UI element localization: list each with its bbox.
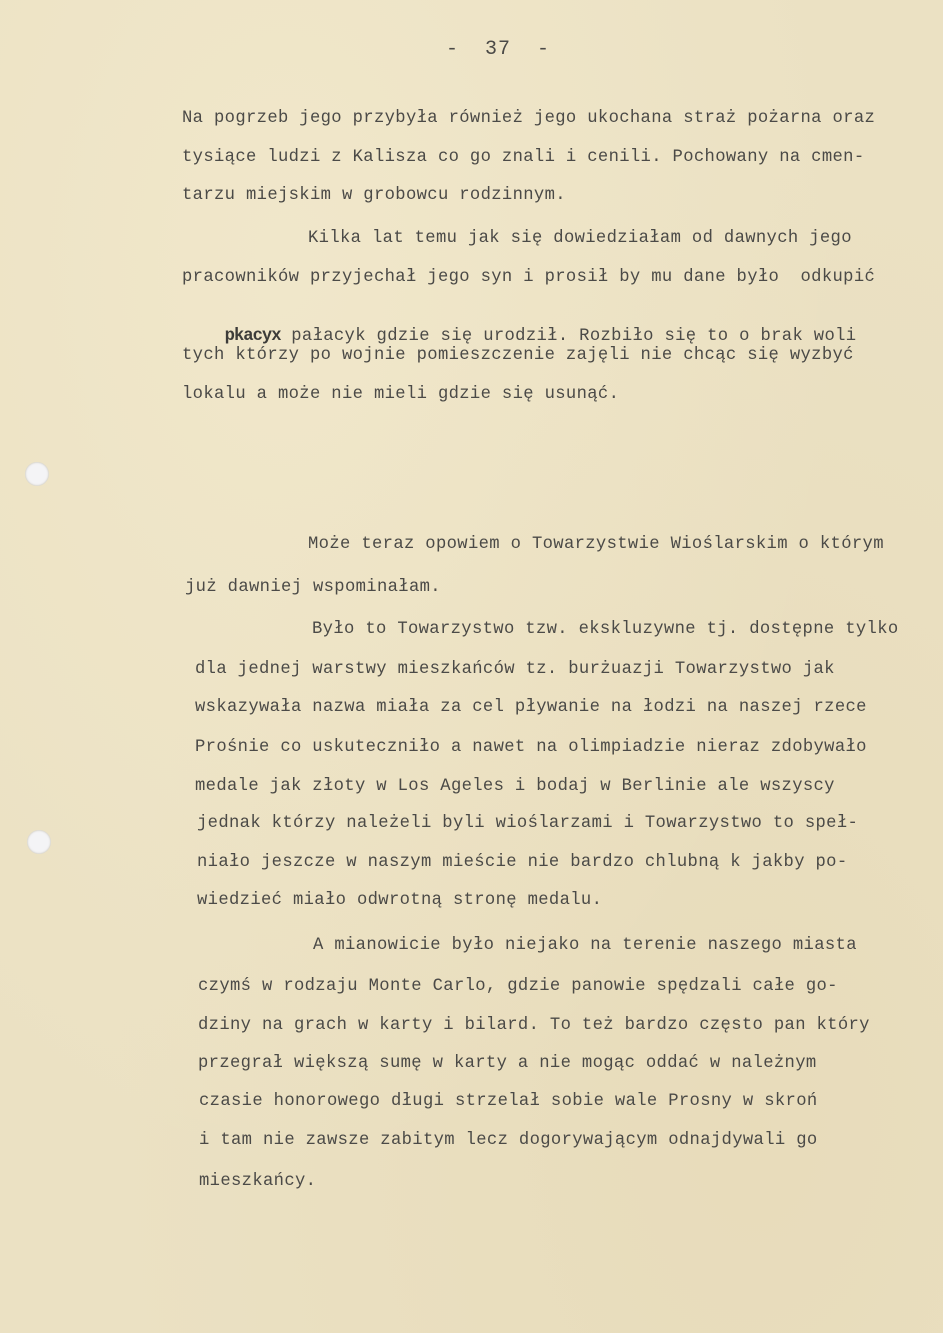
- text-line: czymś w rodzaju Monte Carlo, gdzie panowie spędzali całe go-: [198, 977, 838, 996]
- text-line: już dawniej wspominałam.: [185, 578, 441, 597]
- text-line: jednak którzy należeli byli wioślarzami i Towarzystwo to speł-: [197, 814, 859, 833]
- text-line: lokalu a może nie mieli gdzie się usunąć.: [182, 385, 620, 404]
- text-line: przegrał większą sumę w karty a nie mogąc oddać w należnym: [198, 1054, 817, 1073]
- text-line: pracowników przyjechał jego syn i prosił by mu dane było odkupić: [182, 268, 876, 287]
- text-line: Może teraz opowiem o Towarzystwie Wioślarskim o którym: [308, 535, 884, 554]
- text-line: czasie honorowego długi strzelał sobie wale Prosny w skroń: [199, 1092, 818, 1111]
- text-line: wiedzieć miało odwrotną stronę medalu.: [197, 891, 603, 910]
- text-line: i tam nie zawsze zabitym lecz dogorywającym odnajdywali go: [199, 1131, 818, 1150]
- text-line: dziny na grach w karty i bilard. To też bardzo często pan który: [198, 1016, 870, 1035]
- punch-hole-bottom: [27, 830, 51, 854]
- text-line: medale jak złoty w Los Ageles i bodaj w Berlinie ale wszyscy: [195, 777, 835, 796]
- text-line: dla jednej warstwy mieszkańców tz. burżuazji Towarzystwo jak: [195, 660, 835, 679]
- text-line: tych którzy po wojnie pomieszczenie zajęli nie chcąc się wyzbyć: [182, 346, 854, 365]
- text-line: Prośnie co uskuteczniło a nawet na olimpiadzie nieraz zdobywało: [195, 738, 867, 757]
- text-line: tysiące ludzi z Kalisza co go znali i cenili. Pochowany na cmen-: [182, 148, 865, 167]
- text-line: mieszkańcy.: [199, 1172, 317, 1191]
- text-line: Kilka lat temu jak się dowiedziałam od dawnych jego: [308, 229, 852, 248]
- punch-hole-top: [25, 462, 49, 486]
- page-number: - 37 -: [446, 38, 551, 61]
- text-segment: pałacyk gdzie się urodził. Rozbiło się to o brak woli: [291, 327, 857, 346]
- struck-out-word: pkacyx: [224, 327, 281, 346]
- text-line: A mianowicie było niejako na terenie naszego miasta: [313, 936, 857, 955]
- text-line: tarzu miejskim w grobowcu rodzinnym.: [182, 186, 566, 205]
- text-line: niało jeszcze w naszym mieście nie bardzo chlubną k jakby po-: [197, 853, 848, 872]
- text-line: wskazywała nazwa miała za cel pływanie na łodzi na naszej rzece: [195, 698, 867, 717]
- text-line: Na pogrzeb jego przybyła również jego ukochana straż pożarna oraz: [182, 109, 876, 128]
- text-line: Było to Towarzystwo tzw. ekskluzywne tj. dostępne tylko: [312, 620, 899, 639]
